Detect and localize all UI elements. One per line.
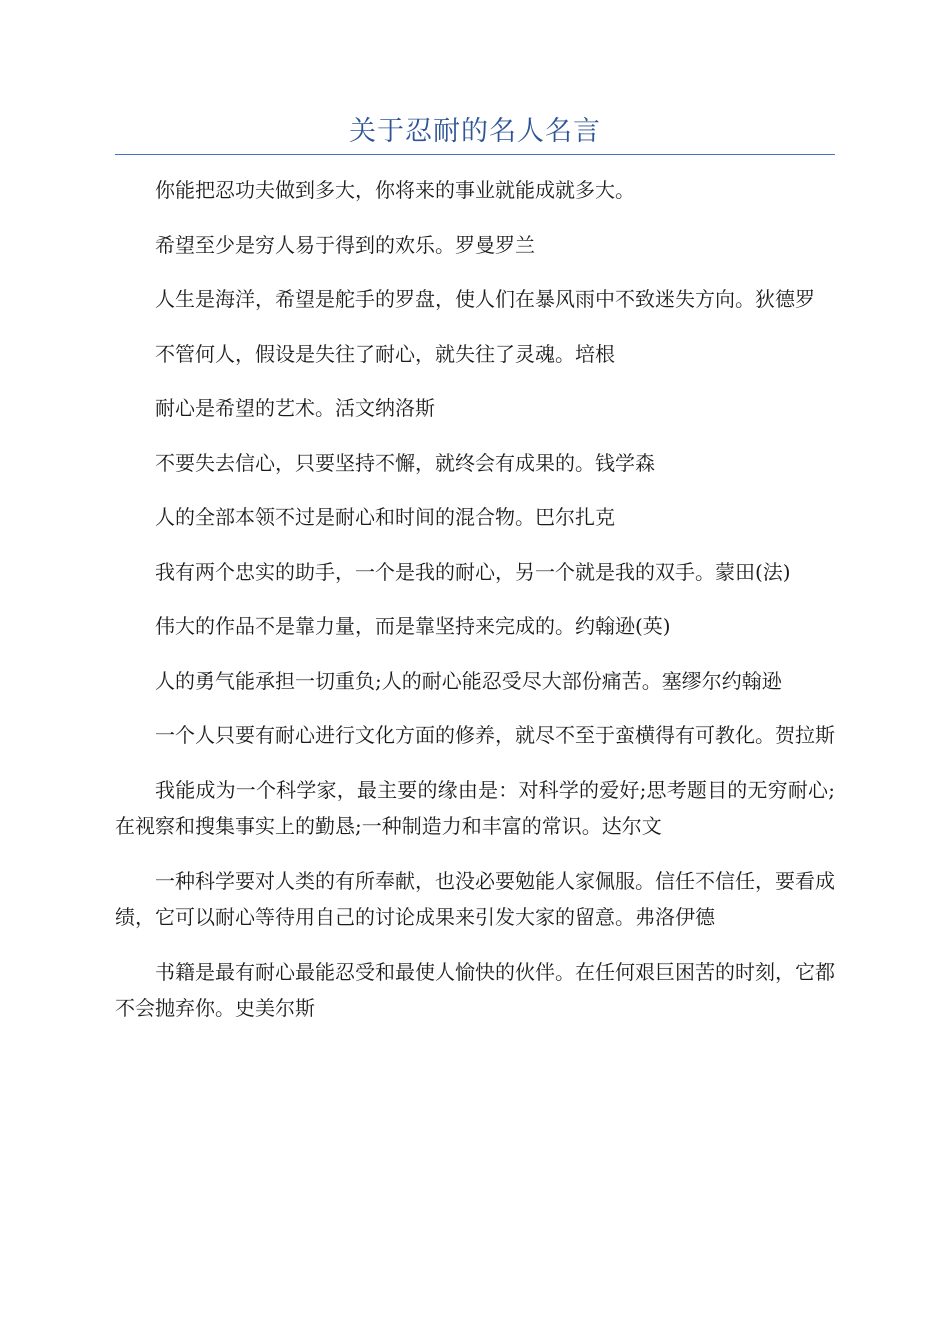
quote-paragraph: 希望至少是穷人易于得到的欢乐。罗曼罗兰 bbox=[155, 232, 535, 257]
title-underline bbox=[115, 154, 835, 155]
quote-paragraph: 人的勇气能承担一切重负;人的耐心能忍受尽大部份痛苦。塞缪尔约翰逊 bbox=[155, 668, 782, 693]
quote-paragraph: 耐心是希望的艺术。活文纳洛斯 bbox=[155, 396, 435, 420]
quote-paragraph: 书籍是最有耐心最能忍受和最使人愉快的伙伴。在任何艰巨困苦的时刻，它都不会抛弃你。史美尔斯 bbox=[115, 959, 835, 1020]
quote-paragraph: 你能把忍功夫做到多大，你将来的事业就能成就多大。 bbox=[155, 178, 635, 202]
quote-paragraph: 一种科学要对人类的有所奉献，也没必要勉能人家佩服。信任不信任，要看成绩，它可以耐心等待用自己的讨论成果来引发大家的留意。弗洛伊德 bbox=[115, 868, 835, 929]
quote-paragraph: 一个人只要有耐心进行文化方面的修养，就尽不至于蛮横得有可教化。贺拉斯 bbox=[155, 723, 835, 747]
document-body bbox=[115, 172, 835, 1045]
quote-paragraph: 我有两个忠实的助手，一个是我的耐心，另一个就是我的双手。蒙田(法) bbox=[155, 559, 791, 584]
quote-paragraph: 不要失去信心，只要坚持不懈，就终会有成果的。钱学森 bbox=[155, 450, 655, 475]
quote-paragraph: 我能成为一个科学家，最主要的缘由是：对科学的爱好;思考题目的无穷耐心;在视察和搜集事实上的勤恳;一种制造力和丰富的常识。达尔文 bbox=[115, 777, 835, 838]
quote-paragraph: 人生是海洋，希望是舵手的罗盘，使人们在暴风雨中不致迷失方向。狄德罗 bbox=[155, 287, 815, 311]
quote-paragraph: 不管何人，假设是失往了耐心，就失往了灵魂。培根 bbox=[155, 341, 615, 366]
quote-paragraph: 伟大的作品不是靠力量，而是靠坚持来完成的。约翰逊(英) bbox=[155, 614, 671, 638]
quote-paragraph: 人的全部本领不过是耐心和时间的混合物。巴尔扎克 bbox=[155, 505, 615, 529]
document-title: 关于忍耐的名人名言 bbox=[349, 116, 601, 147]
